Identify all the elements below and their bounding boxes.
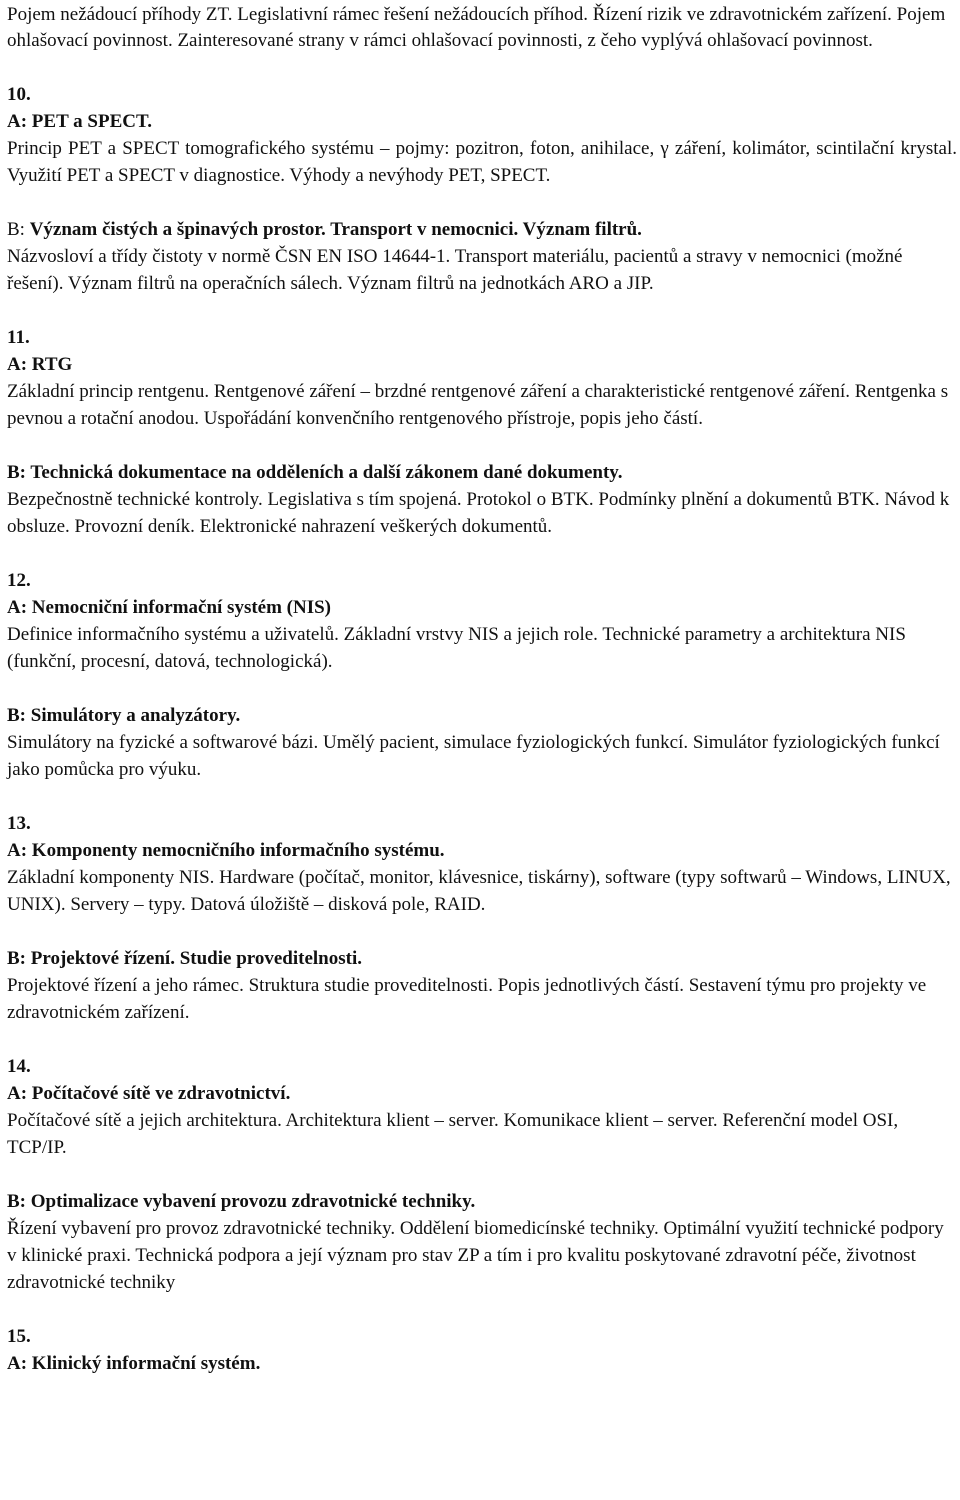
topic-a-title: A: Počítačové sítě ve zdravotnictví.: [7, 1083, 291, 1104]
topic-a-title: A: Klinický informační systém.: [7, 1353, 261, 1374]
spacer: [7, 297, 957, 324]
topic-b-text: Simulátory na fyzické a softwarové bázi. Umělý pacient, simulace fyziologických funkcí. Simulátor fyziologických funkcí jako pomůcka pro výuku.: [7, 732, 940, 780]
topic-b-title: B: Optimalizace vybavení provozu zdravotnické techniky.: [7, 1191, 476, 1212]
section-11: [7, 324, 957, 540]
spacer: [7, 1026, 957, 1053]
section-number: 15.: [7, 1326, 31, 1347]
topic-b-text: Názvosloví a třídy čistoty v normě ČSN EN ISO 14644-1. Transport materiálu, pacientů a stravy v nemocnici (možné řešení). Význam filtrů na operačních sálech. Význam filtrů na jednotkách ARO a JIP.: [7, 246, 903, 294]
topic-a-title: A: RTG: [7, 354, 73, 375]
section-number: 13.: [7, 813, 31, 834]
topic-b-title: B: Projektové řízení. Studie proveditelnosti.: [7, 948, 362, 969]
topic-a-title: A: Nemocniční informační systém (NIS): [7, 597, 332, 618]
topic-b-text: Projektové řízení a jeho rámec. Struktura studie proveditelnosti. Popis jednotlivých částí. Sestavení týmu pro projekty ve zdravotnickém zařízení.: [7, 975, 927, 1023]
spacer: [7, 783, 957, 810]
topic-b-title: B: Technická dokumentace na odděleních a další zákonem dané dokumenty.: [7, 462, 623, 483]
topic-a-text: Základní komponenty NIS. Hardware (počítač, monitor, klávesnice, tiskárny), software (typy softwarů – Windows, LINUX, UNIX). Servery – typy. Datová úložiště – disková pole, RAID.: [7, 867, 951, 915]
topic-a-text: Definice informačního systému a uživatelů. Základní vrstvy NIS a jejich role. Technické parametry a architektura NIS (funkční, procesní, datová, technologická).: [7, 624, 906, 672]
spacer: [7, 1161, 957, 1188]
section-number: 12.: [7, 570, 31, 591]
intro-text: Pojem nežádoucí příhody ZT. Legislativní rámec řešení nežádoucích příhod. Řízení rizik ve zdravotnickém zařízení. Pojem ohlašovací povinnost. Zainteresované strany v rámci ohlašovací povinnosti, z čeho vyplývá ohlašovací povinnost.: [7, 4, 946, 51]
section-number: 14.: [7, 1056, 31, 1077]
section-15: [7, 1323, 957, 1377]
spacer: [7, 1296, 957, 1323]
topic-a-text: Základní princip rentgenu. Rentgenové záření – brzdné rentgenové záření a charakteristické rentgenové záření. Rentgenka s pevnou a rotační anodou. Uspořádání konvenčního rentgenového přístroje, popis jeho částí.: [7, 381, 949, 429]
topic-a-text: Počítačové sítě a jejich architektura. Architektura klient – server. Komunikace klient – server. Referenční model OSI, TCP/IP.: [7, 1110, 899, 1158]
section-12: [7, 567, 957, 783]
document-page: [7, 2, 957, 1377]
topic-b-title-text: Význam čistých a špinavých prostor. Transport v nemocnici. Význam filtrů.: [29, 219, 642, 240]
spacer: [7, 54, 957, 81]
topic-b-title: [7, 216, 957, 243]
topic-b-text: Řízení vybavení pro provoz zdravotnické techniky. Oddělení biomedicínské techniky. Optimální využití technické podpory v klinické praxi. Technická podpora a její význam pro stav ZP a tím i pro kvalitu poskytované zdravotní péče, životnost zdravotnické techniky: [7, 1218, 944, 1293]
spacer: [7, 189, 957, 216]
topic-a-title: A: Komponenty nemocničního informačního systému.: [7, 840, 445, 861]
section-10: [7, 81, 957, 297]
section-13: [7, 810, 957, 1026]
section-number: 11.: [7, 327, 30, 348]
topic-a-text: Princip PET a SPECT tomografického systému – pojmy: pozitron, foton, anihilace, γ záření, kolimátor, scintilační krystal. Využití PET a SPECT v diagnostice. Výhody a nevýhody PET, SPECT.: [7, 138, 957, 186]
topic-b-title: B: Simulátory a analyzátory.: [7, 705, 241, 726]
spacer: [7, 540, 957, 567]
spacer: [7, 918, 957, 945]
section-14: [7, 1053, 957, 1296]
topic-a-title: A: PET a SPECT.: [7, 111, 152, 132]
topic-b-text: Bezpečnostně technické kontroly. Legislativa s tím spojená. Protokol o BTK. Podmínky plnění a dokumentů BTK. Návod k obsluze. Provozní deník. Elektronické nahrazení veškerých dokumentů.: [7, 489, 950, 537]
spacer: [7, 432, 957, 459]
topic-b-prefix: B:: [7, 219, 30, 240]
spacer: [7, 675, 957, 702]
section-number: 10.: [7, 84, 31, 105]
